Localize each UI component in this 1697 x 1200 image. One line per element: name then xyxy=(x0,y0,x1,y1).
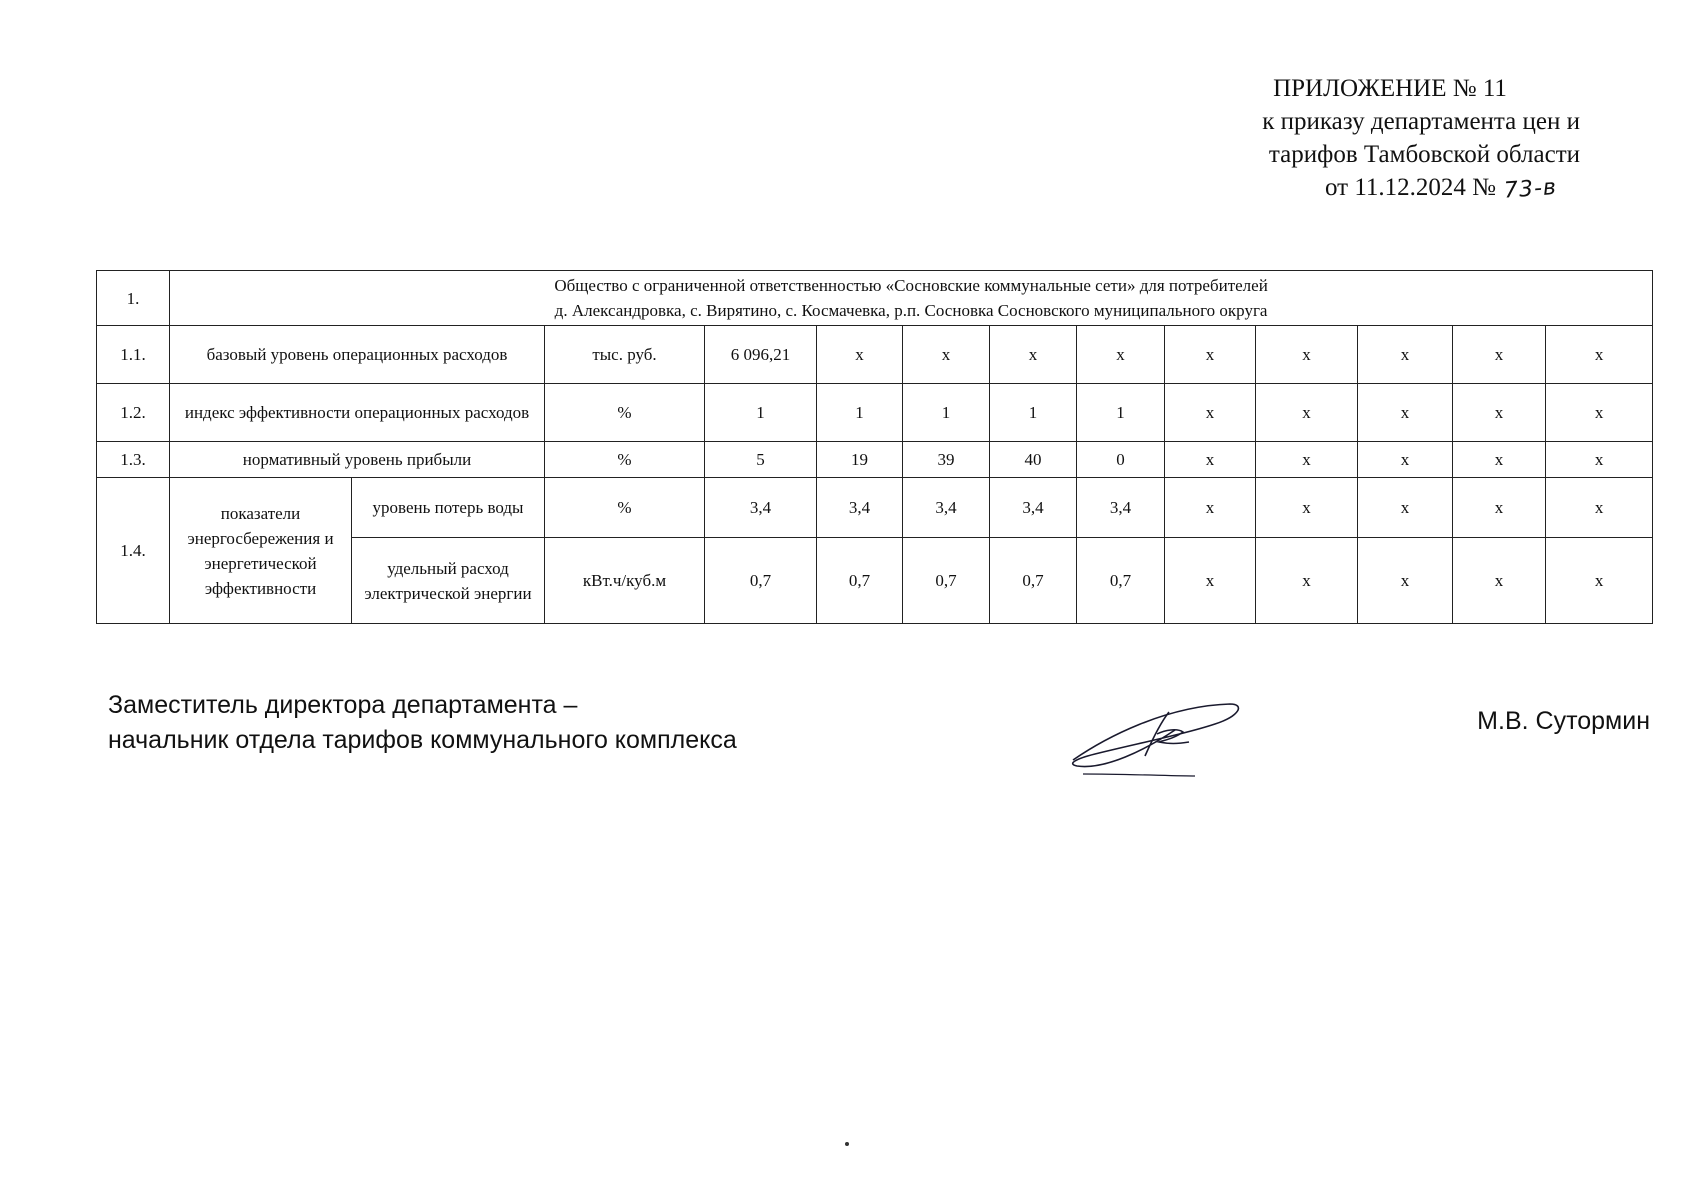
value-cell: x xyxy=(1165,538,1256,624)
indicators-table xyxy=(96,270,1653,624)
row-number: 1.3. xyxy=(97,442,170,478)
row-number: 1.2. xyxy=(97,384,170,442)
table-row xyxy=(97,442,1653,478)
order-reference-line: к приказу департамента цен и xyxy=(1262,108,1580,135)
value-cell: x xyxy=(1256,538,1358,624)
row-name: нормативный уровень прибыли xyxy=(170,442,545,478)
order-date: от 11.12.2024 № xyxy=(1324,174,1496,201)
group-name: показатели энергосбережения и энергетической эффективности xyxy=(170,478,352,624)
value-cell: x xyxy=(1256,384,1358,442)
row-unit: % xyxy=(545,478,705,538)
value-cell: 0,7 xyxy=(817,538,903,624)
value-cell: 5 xyxy=(705,442,817,478)
value-cell: x xyxy=(1546,326,1653,384)
value-cell: x xyxy=(1453,326,1546,384)
department-name-line: тарифов Тамбовской области xyxy=(1268,141,1580,168)
value-cell: x xyxy=(817,326,903,384)
row-unit: % xyxy=(545,384,705,442)
value-cell: x xyxy=(1358,538,1453,624)
row-unit: кВт.ч/куб.м xyxy=(545,538,705,624)
value-cell: x xyxy=(1165,326,1256,384)
section-number: 1. xyxy=(97,271,170,326)
order-date-line xyxy=(1180,171,1580,205)
value-cell: x xyxy=(990,326,1077,384)
subrow-name: удельный расход электрической энергии xyxy=(352,538,545,624)
section-title-line2: д. Александровка, с. Вирятино, с. Космачевка, р.п. Сосновка Сосновского муниципального округа xyxy=(554,301,1268,320)
value-cell: 0,7 xyxy=(1077,538,1165,624)
row-name: индекс эффективности операционных расходов xyxy=(170,384,545,442)
value-cell: 3,4 xyxy=(817,478,903,538)
table-row xyxy=(97,384,1653,442)
value-cell: 39 xyxy=(903,442,990,478)
subrow-name: уровень потерь воды xyxy=(352,478,545,538)
value-cell: 1 xyxy=(817,384,903,442)
value-cell: 3,4 xyxy=(705,478,817,538)
value-cell: 40 xyxy=(990,442,1077,478)
handwritten-signature xyxy=(1065,698,1245,778)
value-cell: x xyxy=(1546,442,1653,478)
section-header-row xyxy=(97,271,1653,326)
value-cell: x xyxy=(1453,442,1546,478)
value-cell: x xyxy=(1165,478,1256,538)
value-cell: x xyxy=(1453,538,1546,624)
value-cell: 3,4 xyxy=(903,478,990,538)
value-cell: x xyxy=(1165,442,1256,478)
document-header xyxy=(1180,72,1580,205)
value-cell: x xyxy=(1358,442,1453,478)
value-cell: 0,7 xyxy=(705,538,817,624)
value-cell: 6 096,21 xyxy=(705,326,817,384)
value-cell: x xyxy=(1453,478,1546,538)
position-line1: Заместитель директора департамента – xyxy=(108,691,578,719)
table-row xyxy=(97,478,1653,538)
value-cell: x xyxy=(1453,384,1546,442)
value-cell: x xyxy=(1077,326,1165,384)
value-cell: x xyxy=(1546,384,1653,442)
value-cell: x xyxy=(1358,478,1453,538)
value-cell: 0,7 xyxy=(903,538,990,624)
value-cell: x xyxy=(1546,538,1653,624)
value-cell: 1 xyxy=(705,384,817,442)
value-cell: x xyxy=(1165,384,1256,442)
row-unit: % xyxy=(545,442,705,478)
appendix-title: ПРИЛОЖЕНИЕ № 11 xyxy=(1273,75,1507,102)
value-cell: x xyxy=(1358,384,1453,442)
section-title xyxy=(170,271,1653,326)
position-line2: начальник отдела тарифов коммунального комплекса xyxy=(108,726,737,754)
value-cell: 19 xyxy=(817,442,903,478)
value-cell: 1 xyxy=(1077,384,1165,442)
scan-speck xyxy=(845,1142,849,1146)
row-name: базовый уровень операционных расходов xyxy=(170,326,545,384)
value-cell: x xyxy=(1256,326,1358,384)
signatory-position xyxy=(108,688,737,758)
value-cell: 1 xyxy=(990,384,1077,442)
section-title-line1: Общество с ограниченной ответственностью «Сосновские коммунальные сети» для потребителей xyxy=(554,276,1268,295)
value-cell: 0 xyxy=(1077,442,1165,478)
value-cell: 0,7 xyxy=(990,538,1077,624)
value-cell: x xyxy=(1358,326,1453,384)
signatory-name: М.В. Сутормин xyxy=(1477,707,1650,735)
value-cell: 3,4 xyxy=(990,478,1077,538)
table-row xyxy=(97,326,1653,384)
value-cell: x xyxy=(903,326,990,384)
value-cell: x xyxy=(1256,442,1358,478)
value-cell: x xyxy=(1546,478,1653,538)
row-unit: тыс. руб. xyxy=(545,326,705,384)
value-cell: x xyxy=(1256,478,1358,538)
order-number-handwritten: 73-в xyxy=(1503,174,1558,204)
value-cell: 3,4 xyxy=(1077,478,1165,538)
value-cell: 1 xyxy=(903,384,990,442)
row-number: 1.1. xyxy=(97,326,170,384)
row-number: 1.4. xyxy=(97,478,170,624)
